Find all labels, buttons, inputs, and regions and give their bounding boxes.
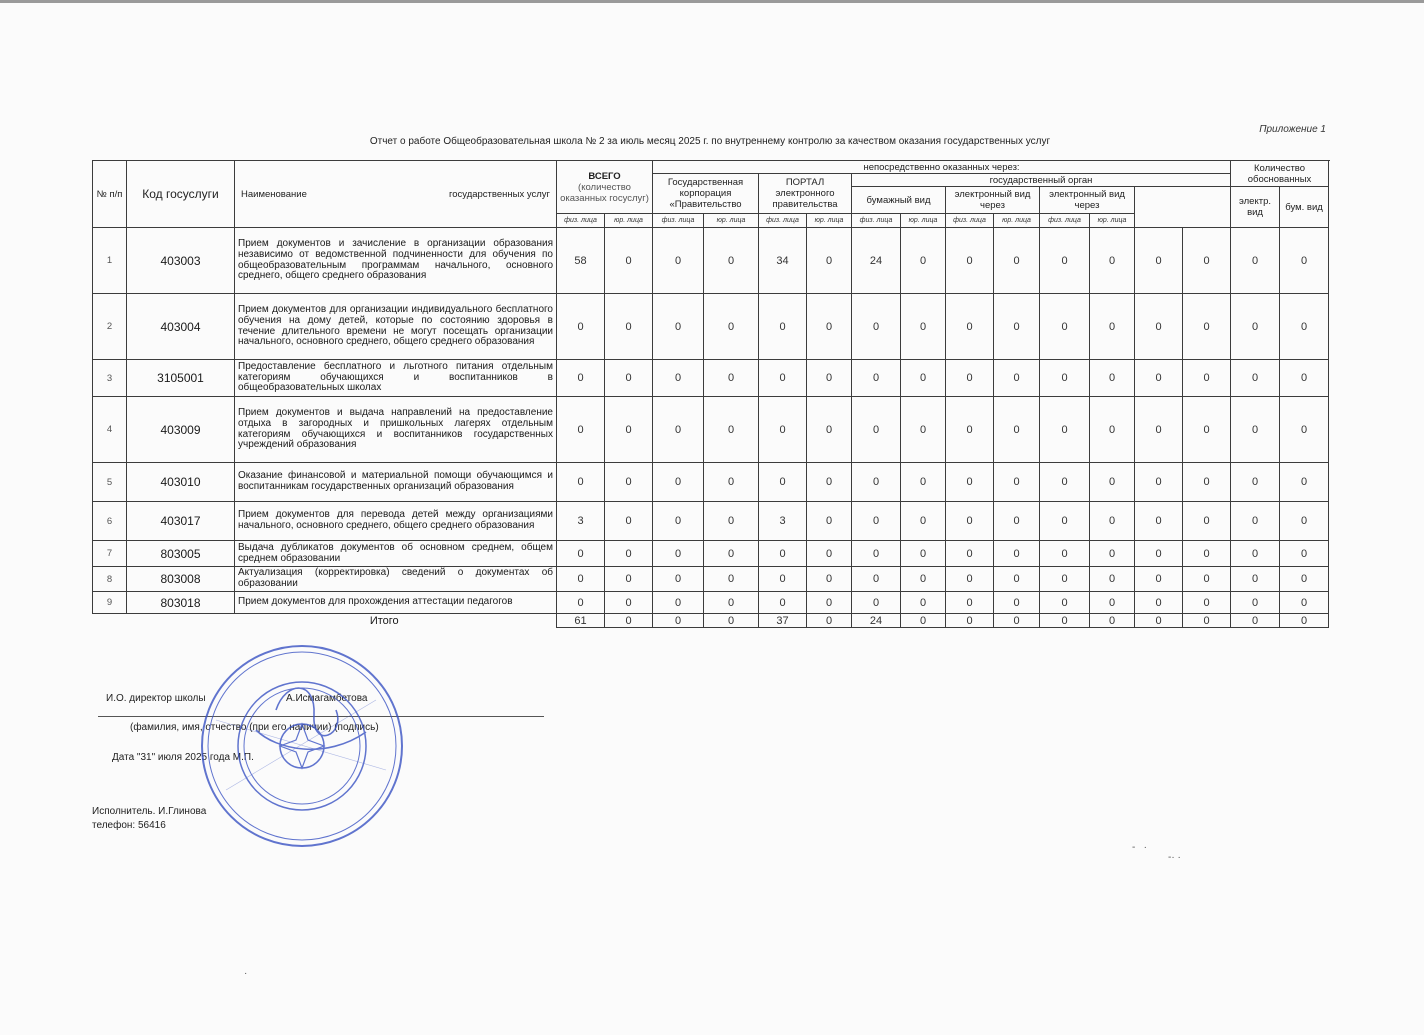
total-value-cell: 0 xyxy=(653,614,704,628)
service-code: 803005 xyxy=(127,541,235,567)
table-row xyxy=(93,541,1329,567)
value-cell: 0 xyxy=(704,294,759,360)
report-title: Отчет о работе Общеобразовательная школа № 2 за июль месяц 2025 г. по внутреннему контролю за качеством оказания государственных услуг xyxy=(369,136,1051,147)
value-cell: 0 xyxy=(807,294,852,360)
value-cell: 0 xyxy=(1090,502,1135,541)
header-el-view: электр. вид xyxy=(1231,187,1280,228)
value-cell: 0 xyxy=(557,463,605,502)
appendix-label: Приложение 1 xyxy=(1259,124,1326,135)
value-cell: 0 xyxy=(901,294,946,360)
value-cell: 24 xyxy=(852,228,901,294)
value-cell: 0 xyxy=(704,541,759,567)
total-value-cell: 0 xyxy=(1040,614,1090,628)
value-cell: 0 xyxy=(1280,541,1329,567)
value-cell: 0 xyxy=(1090,463,1135,502)
value-cell: 0 xyxy=(946,294,994,360)
value-cell: 0 xyxy=(557,541,605,567)
total-value-cell: 0 xyxy=(994,614,1040,628)
row-number: 1 xyxy=(93,228,127,294)
value-cell: 0 xyxy=(1231,592,1280,614)
row-number: 6 xyxy=(93,502,127,541)
executor-phone: телефон: 56416 xyxy=(92,820,166,831)
value-cell: 0 xyxy=(852,592,901,614)
service-name: Прием документов и зачисление в организации образования независимо от ведомственной подчиненности для обучения по общеобразовательным программам начального, основного среднего, общего среднего образования xyxy=(235,228,557,294)
service-name: Прием документов для прохождения аттестации педагогов xyxy=(235,592,557,614)
value-cell: 0 xyxy=(1280,567,1329,592)
value-cell: 0 xyxy=(901,567,946,592)
value-cell: 0 xyxy=(994,294,1040,360)
value-cell: 0 xyxy=(557,360,605,397)
value-cell: 0 xyxy=(1183,294,1231,360)
table-row xyxy=(93,502,1329,541)
value-cell: 0 xyxy=(994,463,1040,502)
value-cell: 0 xyxy=(994,360,1040,397)
row-number: 3 xyxy=(93,360,127,397)
table-row xyxy=(93,397,1329,463)
header-total-label: ВСЕГО xyxy=(588,170,621,182)
value-cell: 0 xyxy=(994,397,1040,463)
director-label: И.О. директор школы xyxy=(106,693,206,704)
sub-yur: юр. лица xyxy=(605,214,653,228)
value-cell: 0 xyxy=(605,294,653,360)
value-cell: 0 xyxy=(605,541,653,567)
value-cell: 0 xyxy=(759,463,807,502)
value-cell: 0 xyxy=(1183,397,1231,463)
total-value-cell: 0 xyxy=(704,614,759,628)
service-name: Прием документов и выдача направлений на предоставление отдыха в загородных и пришкольных лагерях отдельным категориям обучающихся и воспитанников государственных учреждений образования xyxy=(235,397,557,463)
service-code: 803008 xyxy=(127,567,235,592)
value-cell: 0 xyxy=(901,592,946,614)
value-cell: 0 xyxy=(1183,592,1231,614)
table-body xyxy=(93,228,1329,628)
value-cell: 0 xyxy=(1040,541,1090,567)
value-cell: 0 xyxy=(994,567,1040,592)
value-cell: 0 xyxy=(1231,228,1280,294)
value-cell: 0 xyxy=(557,294,605,360)
total-value-cell: 37 xyxy=(759,614,807,628)
header-direct: непосредственно оказанных через: xyxy=(653,161,1231,174)
service-name: Предоставление бесплатного и льготного питания отдельным категориям обучающихся и воспитанников в общеобразовательных школах xyxy=(235,360,557,397)
service-code: 3105001 xyxy=(127,360,235,397)
value-cell: 0 xyxy=(704,502,759,541)
value-cell: 58 xyxy=(557,228,605,294)
value-cell: 0 xyxy=(759,592,807,614)
value-cell: 0 xyxy=(852,294,901,360)
row-number: 5 xyxy=(93,463,127,502)
service-code: 403004 xyxy=(127,294,235,360)
sub-yur: юр. лица xyxy=(994,214,1040,228)
sub-fiz: физ. лица xyxy=(946,214,994,228)
value-cell: 0 xyxy=(994,541,1040,567)
sub-fiz: физ. лица xyxy=(759,214,807,228)
total-value-cell: 24 xyxy=(852,614,901,628)
value-cell: 0 xyxy=(1135,294,1183,360)
value-cell: 34 xyxy=(759,228,807,294)
total-value-cell: 0 xyxy=(1231,614,1280,628)
value-cell: 0 xyxy=(1135,228,1183,294)
value-cell: 0 xyxy=(807,567,852,592)
table-row xyxy=(93,294,1329,360)
value-cell: 0 xyxy=(605,228,653,294)
row-number: 8 xyxy=(93,567,127,592)
value-cell: 0 xyxy=(807,397,852,463)
value-cell: 0 xyxy=(1040,294,1090,360)
value-cell: 0 xyxy=(1183,463,1231,502)
value-cell: 0 xyxy=(759,294,807,360)
value-cell: 0 xyxy=(1183,360,1231,397)
date-line: Дата "31" июля 2025 года М.П. xyxy=(112,752,254,763)
service-code: 803018 xyxy=(127,592,235,614)
sub-yur: юр. лица xyxy=(704,214,759,228)
value-cell: 0 xyxy=(1231,502,1280,541)
value-cell: 0 xyxy=(653,228,704,294)
value-cell: 0 xyxy=(946,228,994,294)
value-cell: 0 xyxy=(653,592,704,614)
value-cell: 0 xyxy=(852,397,901,463)
value-cell: 0 xyxy=(1090,592,1135,614)
total-value-cell: 0 xyxy=(1183,614,1231,628)
value-cell: 0 xyxy=(1135,567,1183,592)
value-cell: 0 xyxy=(1183,228,1231,294)
value-cell: 0 xyxy=(901,502,946,541)
service-name: Актуализация (корректировка) сведений о документах об образовании xyxy=(235,567,557,592)
header-name-left: Наименование xyxy=(241,188,307,200)
value-cell: 0 xyxy=(557,592,605,614)
value-cell: 3 xyxy=(759,502,807,541)
service-code: 403009 xyxy=(127,397,235,463)
value-cell: 0 xyxy=(901,397,946,463)
value-cell: 0 xyxy=(901,360,946,397)
value-cell: 0 xyxy=(1090,567,1135,592)
value-cell: 0 xyxy=(1135,592,1183,614)
header-portal: ПОРТАЛ электронного правительства xyxy=(759,174,852,214)
value-cell: 0 xyxy=(704,463,759,502)
value-cell: 0 xyxy=(1090,360,1135,397)
scan-edge-line xyxy=(0,0,1424,3)
header-corp: Государственная корпорация «Правительство xyxy=(653,174,759,214)
value-cell: 0 xyxy=(807,463,852,502)
value-cell: 0 xyxy=(807,502,852,541)
row-number: 4 xyxy=(93,397,127,463)
value-cell: 0 xyxy=(759,567,807,592)
value-cell: 0 xyxy=(1280,463,1329,502)
scan-speck: -· · xyxy=(1168,852,1181,863)
director-name: А.Исмагамбетова xyxy=(286,693,368,704)
sub-yur: юр. лица xyxy=(901,214,946,228)
value-cell: 0 xyxy=(605,502,653,541)
value-cell: 0 xyxy=(1135,502,1183,541)
value-cell: 0 xyxy=(1183,567,1231,592)
value-cell: 0 xyxy=(852,541,901,567)
signature-caption: (фамилия, имя, отчество (при его наличии) (подпись) xyxy=(130,722,379,733)
value-cell: 0 xyxy=(1135,541,1183,567)
value-cell: 0 xyxy=(759,541,807,567)
value-cell: 0 xyxy=(653,541,704,567)
service-code: 403017 xyxy=(127,502,235,541)
value-cell: 0 xyxy=(1231,397,1280,463)
value-cell: 0 xyxy=(1040,360,1090,397)
header-total-sub: (количество оказанных госуслуг) xyxy=(560,181,649,204)
header-name xyxy=(235,161,557,228)
total-label xyxy=(93,614,557,628)
value-cell: 0 xyxy=(1280,294,1329,360)
value-cell: 0 xyxy=(605,463,653,502)
value-cell: 0 xyxy=(1280,592,1329,614)
value-cell: 0 xyxy=(653,360,704,397)
value-cell: 0 xyxy=(1280,397,1329,463)
value-cell: 0 xyxy=(852,502,901,541)
value-cell: 0 xyxy=(994,502,1040,541)
row-number: 2 xyxy=(93,294,127,360)
scan-speck: · xyxy=(244,968,248,979)
value-cell: 0 xyxy=(1040,502,1090,541)
value-cell: 0 xyxy=(946,592,994,614)
service-code: 403003 xyxy=(127,228,235,294)
table-row xyxy=(93,567,1329,592)
table-row xyxy=(93,463,1329,502)
value-cell: 0 xyxy=(1040,397,1090,463)
value-cell: 3 xyxy=(557,502,605,541)
header-electronic-2: электронный вид через xyxy=(1040,187,1135,214)
value-cell: 0 xyxy=(1231,294,1280,360)
value-cell: 0 xyxy=(946,541,994,567)
header-paper: бумажный вид xyxy=(852,187,946,214)
total-row xyxy=(93,614,1329,628)
total-value-cell: 0 xyxy=(1280,614,1329,628)
value-cell: 0 xyxy=(1090,228,1135,294)
sub-yur: юр. лица xyxy=(807,214,852,228)
total-label-text: Итого xyxy=(369,614,399,627)
value-cell: 0 xyxy=(946,360,994,397)
table-row xyxy=(93,228,1329,294)
value-cell: 0 xyxy=(704,592,759,614)
value-cell: 0 xyxy=(946,463,994,502)
value-cell: 0 xyxy=(807,360,852,397)
value-cell: 0 xyxy=(605,592,653,614)
value-cell: 0 xyxy=(1280,360,1329,397)
header-total xyxy=(557,161,653,214)
header-name-right: государственных услуг xyxy=(448,188,550,200)
header-empty-cell xyxy=(1135,187,1231,214)
value-cell: 0 xyxy=(807,228,852,294)
value-cell: 0 xyxy=(1231,567,1280,592)
service-name: Выдача дубликатов документов об основном среднем, общем среднем образовании xyxy=(235,541,557,567)
value-cell: 0 xyxy=(852,567,901,592)
value-cell: 0 xyxy=(704,567,759,592)
value-cell: 0 xyxy=(946,567,994,592)
sub-yur: юр. лица xyxy=(1090,214,1135,228)
value-cell: 0 xyxy=(653,502,704,541)
value-cell: 0 xyxy=(704,360,759,397)
value-cell: 0 xyxy=(557,567,605,592)
service-code: 403010 xyxy=(127,463,235,502)
value-cell: 0 xyxy=(1040,567,1090,592)
value-cell: 0 xyxy=(704,397,759,463)
value-cell: 0 xyxy=(1135,397,1183,463)
executor: Исполнитель. И.Глинова xyxy=(92,806,207,817)
value-cell: 0 xyxy=(1183,502,1231,541)
value-cell: 0 xyxy=(653,397,704,463)
report-table xyxy=(92,160,1329,628)
value-cell: 0 xyxy=(946,502,994,541)
scan-speck: - · xyxy=(1132,842,1147,853)
total-value-cell: 61 xyxy=(557,614,605,628)
value-cell: 0 xyxy=(1040,463,1090,502)
value-cell: 0 xyxy=(759,397,807,463)
value-cell: 0 xyxy=(653,567,704,592)
value-cell: 0 xyxy=(901,463,946,502)
value-cell: 0 xyxy=(759,360,807,397)
value-cell: 0 xyxy=(1231,463,1280,502)
value-cell: 0 xyxy=(807,541,852,567)
total-value-cell: 0 xyxy=(807,614,852,628)
value-cell: 0 xyxy=(557,397,605,463)
sub-fiz: физ. лица xyxy=(653,214,704,228)
row-number: 7 xyxy=(93,541,127,567)
value-cell: 0 xyxy=(1090,294,1135,360)
sub-fiz: физ. лица xyxy=(852,214,901,228)
sub-fiz: физ. лица xyxy=(1040,214,1090,228)
value-cell: 0 xyxy=(852,360,901,397)
service-name: Прием документов для перевода детей между организациями начального, основного среднего, общего среднего образования xyxy=(235,502,557,541)
total-value-cell: 0 xyxy=(605,614,653,628)
value-cell: 0 xyxy=(704,228,759,294)
header-justified: Количество обоснованных xyxy=(1231,161,1329,187)
value-cell: 0 xyxy=(1090,397,1135,463)
value-cell: 0 xyxy=(1135,360,1183,397)
total-value-cell: 0 xyxy=(1135,614,1183,628)
value-cell: 0 xyxy=(653,294,704,360)
value-cell: 0 xyxy=(1135,463,1183,502)
header-paper-view: бум. вид xyxy=(1280,187,1329,228)
value-cell: 0 xyxy=(901,228,946,294)
official-stamp-icon xyxy=(196,640,408,852)
total-value-cell: 0 xyxy=(946,614,994,628)
value-cell: 0 xyxy=(1280,228,1329,294)
header-gov: государственный орган xyxy=(852,174,1231,187)
table-row xyxy=(93,592,1329,614)
total-value-cell: 0 xyxy=(1090,614,1135,628)
total-value-cell: 0 xyxy=(901,614,946,628)
value-cell: 0 xyxy=(605,567,653,592)
value-cell: 0 xyxy=(605,397,653,463)
row-number: 9 xyxy=(93,592,127,614)
service-name: Оказание финансовой и материальной помощи обучающимся и воспитанникам государственных организаций образования xyxy=(235,463,557,502)
value-cell: 0 xyxy=(946,397,994,463)
header-num: № п/п xyxy=(93,161,127,228)
value-cell: 0 xyxy=(605,360,653,397)
value-cell: 0 xyxy=(1040,228,1090,294)
value-cell: 0 xyxy=(901,541,946,567)
value-cell: 0 xyxy=(653,463,704,502)
value-cell: 0 xyxy=(852,463,901,502)
value-cell: 0 xyxy=(1280,502,1329,541)
value-cell: 0 xyxy=(1183,541,1231,567)
value-cell: 0 xyxy=(994,228,1040,294)
value-cell: 0 xyxy=(994,592,1040,614)
value-cell: 0 xyxy=(1231,541,1280,567)
value-cell: 0 xyxy=(1040,592,1090,614)
value-cell: 0 xyxy=(807,592,852,614)
value-cell: 0 xyxy=(1090,541,1135,567)
sub-fiz: физ. лица xyxy=(557,214,605,228)
service-name: Прием документов для организации индивидуального бесплатного обучения на дому детей, которые по состоянию здоровья в течение длительного времени не могут посещать организации начального, основного среднего, общего среднего образования xyxy=(235,294,557,360)
header-code: Код госуслуги xyxy=(127,161,235,228)
value-cell: 0 xyxy=(1231,360,1280,397)
table-row xyxy=(93,360,1329,397)
header-electronic-1: электронный вид через xyxy=(946,187,1040,214)
